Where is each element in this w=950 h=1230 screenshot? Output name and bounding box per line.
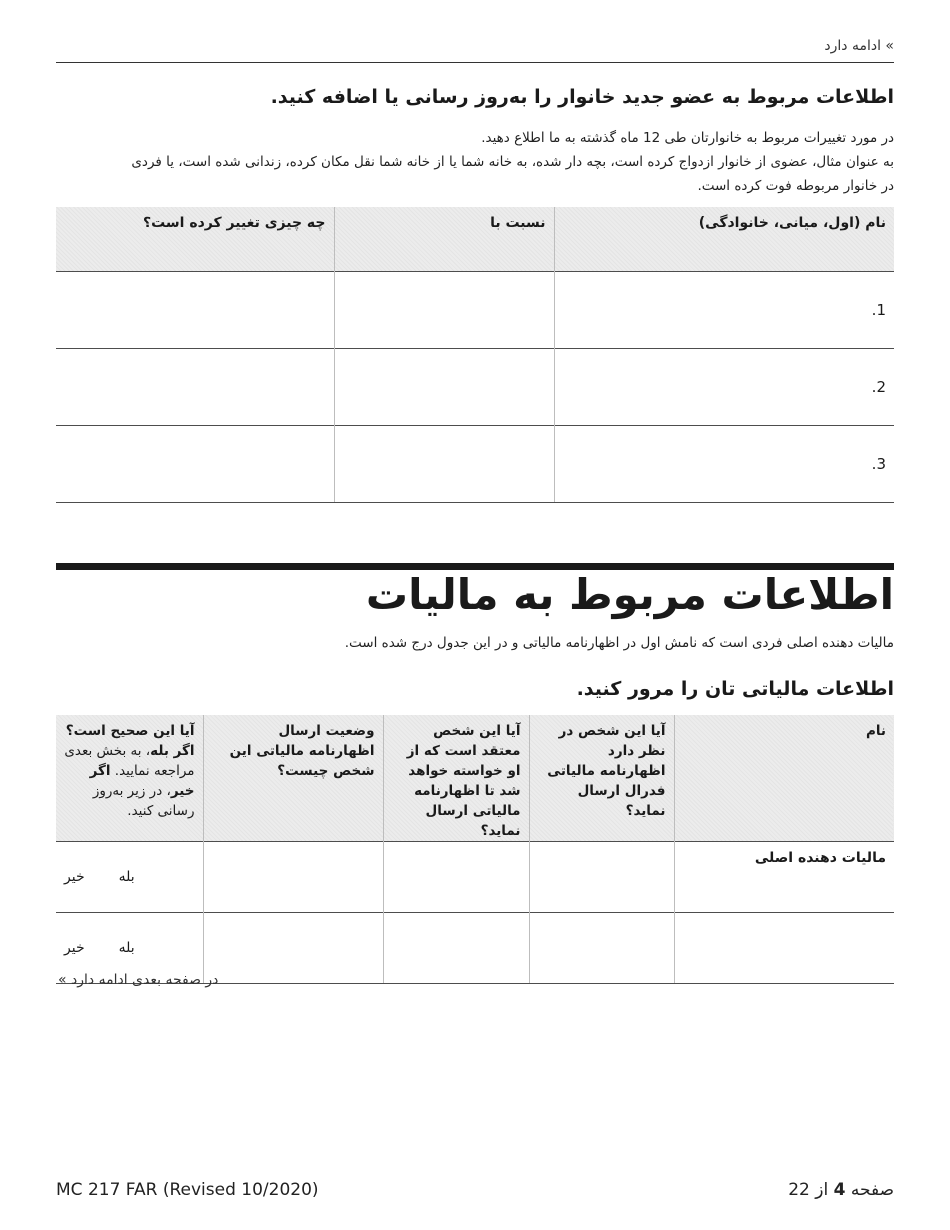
if-no-text: ، در زیر به‌روز رسانی کنید. (92, 783, 195, 819)
continued-label: » ادامه دارد (824, 38, 894, 54)
page-word: صفحه (850, 1180, 894, 1200)
relation-cell[interactable] (334, 272, 554, 349)
relation-cell[interactable] (334, 426, 554, 503)
page-number (788, 1180, 894, 1200)
believes-required-cell[interactable] (383, 913, 529, 984)
change-cell[interactable] (56, 426, 334, 503)
header-is-correct (56, 715, 203, 842)
header-change: چه چیزی تغییر کرده است؟ (56, 207, 334, 272)
if-no-label: اگر خیر (89, 763, 195, 799)
table-row (56, 272, 894, 349)
plans-to-file-cell[interactable] (529, 842, 674, 913)
if-yes-text: ، به بخش بعدی مراجعه نمایید. (64, 743, 195, 779)
is-correct-cell (56, 842, 203, 913)
name-cell[interactable] (554, 426, 894, 503)
plans-to-file-cell[interactable] (529, 913, 674, 984)
tax-section-intro: مالیات دهنده اصلی فردی است که نامش اول در اظهارنامه مالیاتی و در این جدول درج شده است. (344, 635, 894, 651)
form-code: MC 217 FAR (Revised 10/2020) (56, 1180, 319, 1200)
tax-info-table (56, 715, 894, 984)
name-cell[interactable] (554, 349, 894, 426)
header-plans-to-file: آیا این شخص در نظر دارد اظهارنامه مالیاتی فدرال ارسال نماید؟ (529, 715, 674, 842)
table-row (56, 426, 894, 503)
name-cell[interactable] (554, 272, 894, 349)
intro-line: به عنوان مثال، عضوی از خانوار ازدواج کرده است، بچه دار شده، به خانه شما یا از خانه شما نقل مکان کرده، زندانی شده است، یا فردی (131, 154, 894, 170)
top-divider (56, 62, 894, 63)
header-name: نام (اول، میانی، خانوادگی) (554, 207, 894, 272)
tax-section-title: اطلاعات مربوط به مالیات (365, 570, 894, 619)
header-relation: نسبت با (334, 207, 554, 272)
taxpayer-name-cell[interactable] (674, 913, 894, 984)
filing-status-cell[interactable] (203, 913, 383, 984)
header-name: نام (674, 715, 894, 842)
row-number: 2. (871, 378, 886, 396)
intro-line: در مورد تغییرات مربوط به خانوارتان طی 12 ماه گذشته به ما اطلاع دهید. (481, 130, 894, 146)
tax-review-heading: اطلاعات مالیاتی تان را مرور کنید. (576, 678, 894, 700)
current-page: 4 (833, 1180, 846, 1200)
household-update-heading: اطلاعات مربوط به عضو جدید خانوار را به‌روز رسانی یا اضافه کنید. (270, 86, 894, 108)
row-number: 1. (871, 301, 886, 319)
household-update-intro (56, 126, 894, 198)
table-row (56, 842, 894, 913)
yes-option[interactable]: بله (118, 940, 135, 956)
relation-cell[interactable] (334, 349, 554, 426)
filing-status-cell[interactable] (203, 842, 383, 913)
no-option[interactable]: خیر (64, 940, 85, 956)
change-cell[interactable] (56, 272, 334, 349)
header-filing-status: وضعیت ارسال اظهارنامه مالیاتی این شخص چیست؟ (203, 715, 383, 842)
header-believes-required: آیا این شخص معتقد است که از او خواسته خواهد شد تا اظهارنامه مالیاتی ارسال نماید؟ (383, 715, 529, 842)
taxpayer-name-cell[interactable]: مالیات دهنده اصلی (674, 842, 894, 913)
row-number: 3. (871, 455, 886, 473)
section-divider-bar (56, 563, 894, 570)
if-yes-label: اگر بله (150, 743, 195, 759)
of-word: از (815, 1180, 829, 1200)
total-pages: 22 (788, 1180, 810, 1200)
continued-next-page-label: در صفحه بعدی ادامه دارد » (58, 972, 219, 988)
believes-required-cell[interactable] (383, 842, 529, 913)
table-header-row (56, 715, 894, 842)
household-changes-table (56, 207, 894, 503)
table-header-row (56, 207, 894, 272)
table-row (56, 349, 894, 426)
change-cell[interactable] (56, 349, 334, 426)
no-option[interactable]: خیر (64, 869, 85, 885)
intro-line: در خانوار مربوطه فوت کرده است. (697, 178, 894, 194)
is-correct-question: آیا این صحیح است؟ (65, 723, 195, 739)
yes-option[interactable]: بله (118, 869, 135, 885)
